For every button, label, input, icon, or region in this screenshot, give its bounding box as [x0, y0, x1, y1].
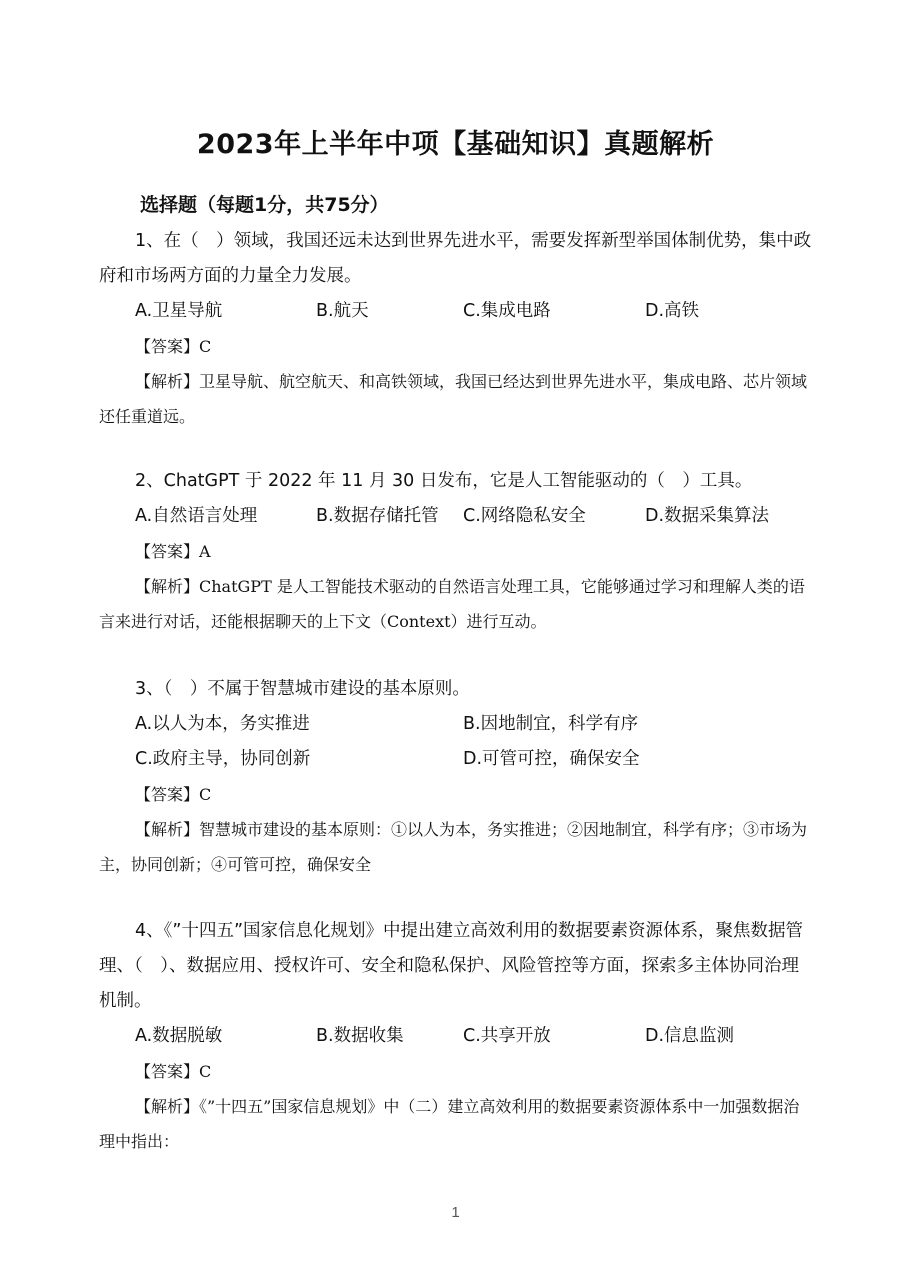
question-1	[99, 224, 813, 434]
question-stem: 1、在（ ）领域，我国还远未达到世界先进水平，需要发挥新型举国体制优势，集中政府和市场两方面的力量全力发展。	[99, 231, 812, 286]
option-d: D.信息监测	[645, 1026, 735, 1046]
analysis-text: 【解析】ChatGPT 是人工智能技术驱动的自然语言处理工具，它能够通过学习和理解人类的语言来进行对话，还能根据聊天的上下文（Context）进行互动。	[99, 577, 805, 631]
answer-text: 【答案】C	[135, 785, 212, 804]
options-row	[99, 707, 813, 742]
option-a: A.卫星导航	[135, 301, 223, 321]
options-row	[99, 742, 813, 777]
option-d: D.数据采集算法	[645, 506, 770, 526]
option-c: C.网络隐私安全	[463, 506, 586, 526]
page-number: 1	[451, 1204, 460, 1221]
option-b: B.因地制宜，科学有序	[463, 714, 639, 734]
analysis-text: 【解析】《”十四五”国家信息规划》中（二）建立高效利用的数据要素资源体系中一加强数据治理中指出：	[99, 1097, 800, 1151]
options-row	[99, 499, 813, 534]
question-stem: 2、ChatGPT 于 2022 年 11 月 30 日发布，它是人工智能驱动的（ ）工具。	[135, 471, 753, 491]
answer-text: 【答案】A	[135, 542, 211, 561]
option-a: A.以人为本，务实推进	[135, 714, 310, 734]
question-2	[99, 464, 813, 639]
option-b: B.航天	[316, 301, 369, 321]
question-stem: 3、（ ）不属于智慧城市建设的基本原则。	[135, 679, 470, 699]
analysis-text: 【解析】卫星导航、航空航天、和高铁领域，我国已经达到世界先进水平，集成电路、芯片领域还任重道远。	[99, 372, 808, 426]
option-c: C.集成电路	[463, 301, 551, 321]
option-c: C.共享开放	[463, 1026, 551, 1046]
section-heading: 选择题（每题1分，共75分）	[140, 194, 389, 216]
options-row	[99, 1019, 813, 1054]
option-a: A.自然语言处理	[135, 506, 258, 526]
option-a: A.数据脱敏	[135, 1026, 223, 1046]
question-3	[99, 672, 813, 882]
question-stem: 4、《”十四五”国家信息化规划》中提出建立高效利用的数据要素资源体系，聚焦数据管理、（ ）、数据应用、授权许可、安全和隐私保护、风险管控等方面，探索多主体协同治理机制。	[99, 921, 804, 1011]
answer-text: 【答案】C	[135, 337, 212, 356]
option-b: B.数据存储托管	[316, 506, 439, 526]
answer-text: 【答案】C	[135, 1062, 212, 1081]
option-c: C.政府主导，协同创新	[135, 749, 311, 769]
page-title: 2023年上半年中项【基础知识】真题解析	[196, 129, 715, 160]
option-d: D.高铁	[645, 301, 700, 321]
option-d: D.可管可控，确保安全	[463, 749, 640, 769]
options-row	[99, 294, 813, 329]
analysis-text: 【解析】智慧城市建设的基本原则：①以人为本，务实推进；②因地制宜，科学有序；③市场为主，协同创新；④可管可控，确保安全	[99, 820, 808, 874]
question-4	[99, 914, 813, 1159]
option-b: B.数据收集	[316, 1026, 404, 1046]
